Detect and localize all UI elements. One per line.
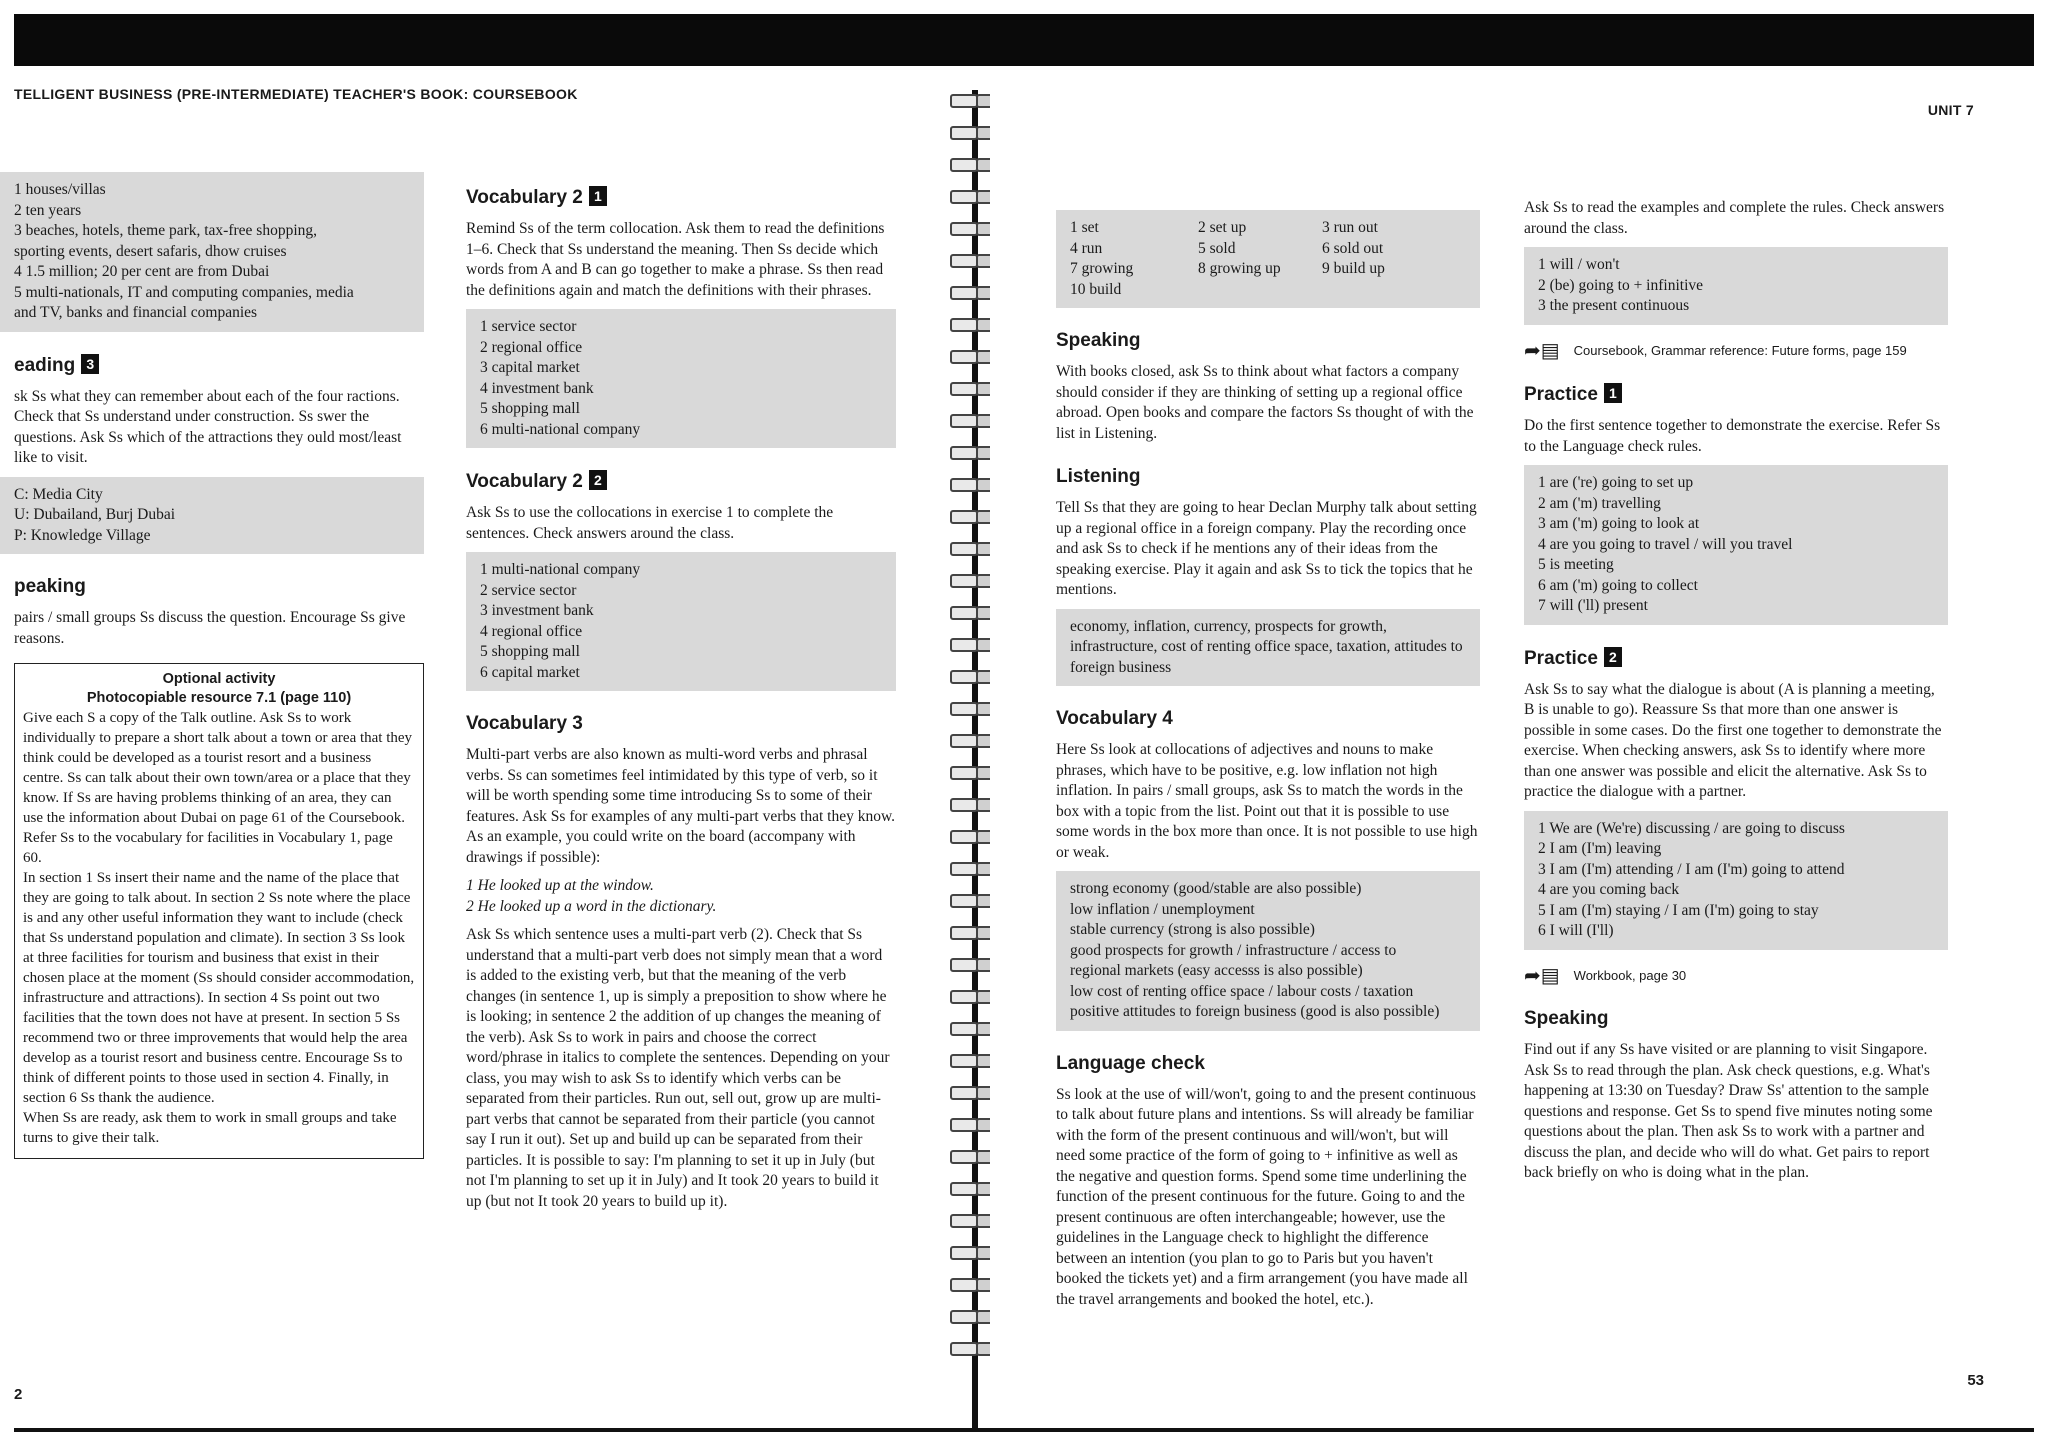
right-column-2 [1524, 198, 1948, 1192]
section-heading-speaking: Speaking [1056, 330, 1141, 351]
running-header: TELLIGENT BUSINESS (PRE-INTERMEDIATE) TEACHER'S BOOK: COURSEBOOK [14, 86, 578, 102]
answer-line: good prospects for growth / infrastructure / access to [1070, 941, 1397, 959]
answer-line: 4 1.5 million; 20 per cent are from Dubai [14, 263, 270, 280]
optional-activity-text: Give each S a copy of the Talk outline. Ask Ss to work individually to prepare a short talk about a town or area that they think could be developed as a tourist resort and a business centre. Ss can talk about their own town/area or a place that they know. If Ss are having problems thinking of an area, they can use the information about Dubai on page 61 of the Coursebook. Refer Ss to the vocabulary for facilities in Vocabulary 1, page 60. [23, 710, 413, 866]
answer-cell: 3 run out [1322, 219, 1378, 236]
answer-line: 2 I am (I'm) leaving [1538, 840, 1662, 857]
exercise-number: 1 [1604, 383, 1622, 403]
language-check-text: Ss look at the use of will/won't, going to and the present continuous to talk about future plans and intentions. Ss will already be familiar with the form of the present continuous and will/won't, but will need some practice of the form of going to + infinitive as well as the negative and question forms. Spend some time underlining the function of the present continuous for the future. Going to and the present continuous are often interchangeable; however, use the guidelines in the Language check to highlight the difference between an intention (you plan to go to Paris but you haven't booked the tickets yet) and a firm arrangement (you have made all the travel arrangements and booked the hotel, etc.). [1056, 1085, 1476, 1308]
answer-line: low cost of renting office space / labour costs / taxation [1070, 982, 1414, 1000]
answer-line: 2 (be) going to + infinitive [1538, 276, 1704, 294]
cross-reference: ➦▤ Coursebook, Grammar reference: Future forms, page 159 [1524, 339, 1907, 362]
exercise-number: 3 [81, 354, 99, 374]
answer-line: strong economy (good/stable are also possible) [1070, 880, 1362, 897]
left-column-2 [466, 186, 896, 1220]
answer-line: C: Media City [14, 485, 103, 503]
answer-line: 6 multi-national company [480, 420, 641, 438]
answer-cell: 9 build up [1322, 260, 1385, 277]
answer-box [0, 172, 424, 332]
answer-line: 3 am ('m) going to look at [1538, 515, 1700, 532]
section-heading-practice: Practice 2 [1524, 647, 1948, 670]
answer-line: 2 ten years [14, 201, 82, 219]
practice-text: Ask Ss to say what the dialogue is about (A is planning a meeting, B is unable to go). Reassure Ss that more than one answer is possible in some cases. Do the first one together to demonstrate the exercise. When checking answers, ask Ss to identify where more than one answer was possible and elicit the alternative. Ask Ss to practice the dialogue with a partner. [1524, 680, 1942, 800]
vocabulary-4-text: Here Ss look at collocations of adjectives and nouns to make phrases, which have to be positive, e.g. low inflation not high inflation. In pairs / small groups, ask Ss to match the words in the box with a topic from the list. Point out that it is possible to use some words in the box more than once. It is not possible to use high or weak. [1056, 741, 1478, 861]
answer-line: regional markets (easy accesss is also possible) [1070, 962, 1363, 979]
answer-line: positive attitudes to foreign business (good is also possible) [1070, 1003, 1440, 1020]
answer-box [1524, 811, 1948, 950]
photocopiable-resource-title: Photocopiable resource 7.1 (page 110) [86, 690, 352, 706]
vocabulary-2-text: Ask Ss to use the collocations in exercise 1 to complete the sentences. Check answers around the class. [466, 504, 834, 542]
section-heading-vocabulary-3: Vocabulary 3 [466, 713, 583, 734]
optional-activity-text: In section 1 Ss insert their name and the name of the place that they are going to talk about. In section 2 Ss note where the place is and any other useful information they want to include (check that Ss understand population and climate). In section 3 Ss look at three facilities for tourism and business that exist in their chosen place at the moment (Ss should consider accommodation, infrastructure and attractions). In section 4 Ss point out two facilities that the town does not have at present. In section 5 Ss recommend two or three improvements that would help the area develop as a tourist resort and business centre. Encourage Ss to think of different points to those used in section 4. Finally, in section 6 Ss thank the audience. [23, 870, 415, 1106]
left-page [14, 66, 976, 1428]
answer-box: economy, inflation, currency, prospects for growth, infrastructure, cost of renting office space, taxation, attitudes to foreign business [1056, 609, 1480, 687]
answer-line: stable currency (strong is also possible) [1070, 921, 1315, 938]
book-reference-icon: ➦▤ [1524, 964, 1560, 987]
answer-line: 1 houses/villas [14, 181, 106, 198]
section-heading-vocabulary-4: Vocabulary 4 [1056, 708, 1173, 729]
answer-line: 7 will ('ll) present [1538, 597, 1648, 614]
answer-cell [1322, 280, 1442, 301]
answer-line: low inflation / unemployment [1070, 900, 1255, 918]
answer-line: 1 are ('re) going to set up [1538, 474, 1694, 491]
answer-line: 4 regional office [480, 622, 583, 640]
answer-box [1056, 871, 1480, 1031]
answer-line: 5 shopping mall [480, 643, 580, 660]
answer-box [466, 552, 896, 691]
answer-cell: 4 run [1070, 239, 1103, 257]
answer-line: 1 multi-national company [480, 561, 641, 578]
optional-activity-box [14, 663, 424, 1159]
answer-line: 2 am ('m) travelling [1538, 494, 1661, 512]
answer-line: sporting events, desert safaris, dhow cruises [14, 242, 287, 260]
section-heading-speaking: peaking [14, 576, 86, 597]
answer-grid [1070, 218, 1466, 300]
answer-cell: 7 growing [1070, 260, 1134, 277]
cross-reference: ➦▤ Workbook, page 30 [1524, 964, 1687, 987]
answer-box [0, 477, 424, 555]
answer-line: 4 are you coming back [1538, 881, 1680, 898]
example-sentence: 2 He looked up a word in the dictionary. [466, 897, 717, 915]
section-heading-vocabulary-2: Vocabulary 2 1 [466, 186, 896, 209]
section-heading-listening: Listening [1056, 466, 1141, 487]
right-column-1 [1056, 204, 1480, 1318]
answer-box [1524, 247, 1948, 325]
answer-line: 2 regional office [480, 338, 583, 356]
speaking-text: With books closed, ask Ss to think about what factors a company should consider if they are thinking of setting up a regional office abroad. Open books and compare the factors Ss thought of with the list in Listening. [1056, 363, 1474, 442]
section-heading-practice: Practice 1 [1524, 383, 1948, 406]
answer-cell: 8 growing up [1198, 260, 1281, 277]
answer-line: and TV, banks and financial companies [14, 304, 258, 321]
answer-line: 3 the present continuous [1538, 297, 1690, 314]
answer-box [1056, 210, 1480, 308]
answer-line: 2 service sector [480, 581, 577, 599]
vocabulary-3-text: Ask Ss which sentence uses a multi-part verb (2). Check that Ss understand that a multi-part verb does not simply mean that a word is added to the existing verb, but that the meaning of the verb changes (in sentence 1, up is simply a preposition to show where he is looking; in sentence 2 the addition of up changes the meaning of the verb). Ask Ss to work in pairs and choose the correct word/phrase in italics to complete the sentences. Depending on your class, you may wish to ask Ss to identify which verbs can be separated from their particles. Run out, sell out, grow up are multi-part verbs that cannot be separated from their particle (you cannot say I run it out). Set up and build up can be separated from their particles. It is possible to say: I'm planning to set it up in July (but not I'm planning to set up it in July) and It took 20 years to build it up (but not It took 20 years to build up it). [466, 926, 890, 1210]
answer-cell: 1 set [1070, 219, 1099, 236]
answer-line: U: Dubailand, Burj Dubai [14, 506, 176, 523]
section-heading-speaking: Speaking [1524, 1008, 1609, 1029]
speaking-text: Find out if any Ss have visited or are planning to visit Singapore. Ask Ss to read through the plan. Ask check questions, e.g. What's happening at 13:30 on Tuesday? Draw Ss' attention to the sample questions and response. Get Ss to spend five minutes noting some questions about the plan. Then ask Ss to work with a partner and discuss the plan, and decide who will do what. Get pairs to report back briefly on who is doing what in the plan. [1524, 1041, 1933, 1181]
vocabulary-2-text: Remind Ss of the term collocation. Ask them to read the definitions 1–6. Check that Ss understand the meaning. Then Ss decide which words from A and B can go together to make a phrase. Ss then read the definitions again and match the definitions with their phrases. [466, 220, 885, 299]
optional-activity-text: When Ss are ready, ask them to work in small groups and take turns to give their talk. [23, 1110, 397, 1146]
answer-line: 3 investment bank [480, 602, 594, 619]
right-page [990, 66, 2034, 1428]
answer-line: 6 am ('m) going to collect [1538, 576, 1698, 594]
answer-line: 4 are you going to travel / will you travel [1538, 535, 1793, 553]
section-heading-language-check: Language check [1056, 1052, 1205, 1074]
answer-cell [1198, 280, 1322, 301]
exercise-number: 2 [1604, 647, 1622, 667]
answer-line: 5 multi-nationals, IT and computing companies, media [14, 283, 354, 301]
answer-box [1524, 465, 1948, 625]
answer-line: 3 I am (I'm) attending / I am (I'm) going to attend [1538, 860, 1845, 878]
answer-line: 6 capital market [480, 663, 580, 681]
practice-text: Do the first sentence together to demonstrate the exercise. Refer Ss to the Language check rules. [1524, 417, 1941, 455]
answer-cell: 6 sold out [1322, 239, 1384, 257]
answer-cell: 10 build [1070, 280, 1122, 298]
answer-line: 1 will / won't [1538, 256, 1620, 273]
scan-bottom-bar [14, 1428, 2034, 1432]
listening-text: Tell Ss that they are going to hear Declan Murphy talk about setting up a regional office in a foreign company. Play the recording once and ask Ss to check if he mentions any of their ideas from the speaking exercise. Play it again and ask Ss to tick the topics that he mentions. [1056, 499, 1477, 598]
answer-line: P: Knowledge Village [14, 526, 151, 544]
answer-line: 6 I will (I'll) [1538, 922, 1614, 939]
answer-cell: 2 set up [1198, 219, 1247, 236]
page-number: 2 [14, 1386, 23, 1403]
answer-cell: 5 sold [1198, 239, 1236, 257]
section-heading-reading: eading 3 [14, 354, 424, 377]
answer-line: 5 shopping mall [480, 400, 580, 417]
answer-line: 3 beaches, hotels, theme park, tax-free shopping, [14, 222, 318, 239]
speaking-text: pairs / small groups Ss discuss the question. Encourage Ss give reasons. [14, 609, 406, 647]
reading-text: sk Ss what they can remember about each of the four ractions. Check that Ss understand under construction. Ss swer the questions. Ask Ss which of the attractions they ould most/least like to visit. [14, 387, 402, 466]
answer-line: 1 service sector [480, 318, 577, 335]
answer-line: 1 We are (We're) discussing / are going to discuss [1538, 819, 1845, 837]
answer-line: 3 capital market [480, 359, 580, 376]
page-number: 53 [1967, 1372, 1984, 1389]
example-sentence: 1 He looked up at the window. [466, 877, 654, 894]
scan-top-bar [14, 14, 2034, 66]
vocabulary-3-text: Multi-part verbs are also known as multi-word verbs and phrasal verbs. Ss can sometimes feel intimidated by this type of verb, so it will be worth spending some time introducing Ss to some of their features. Ask Ss for examples of any multi-part verbs that they know. As an example, you could write on the board (accompany with drawings if possible): [466, 746, 896, 866]
intro-text: Ask Ss to read the examples and complete the rules. Check answers around the class. [1524, 199, 1945, 237]
left-column-1 [14, 166, 424, 1159]
running-header: UNIT 7 [1927, 102, 1974, 118]
section-heading-vocabulary-2: Vocabulary 2 2 [466, 470, 896, 493]
answer-line: 5 I am (I'm) staying / I am (I'm) going to stay [1538, 901, 1819, 919]
answer-box [466, 309, 896, 448]
exercise-number: 1 [589, 186, 607, 206]
book-reference-icon: ➦▤ [1524, 339, 1560, 362]
answer-line: 4 investment bank [480, 379, 594, 397]
optional-activity-title: Optional activity [162, 671, 276, 687]
exercise-number: 2 [589, 470, 607, 490]
answer-line: 5 is meeting [1538, 556, 1614, 573]
